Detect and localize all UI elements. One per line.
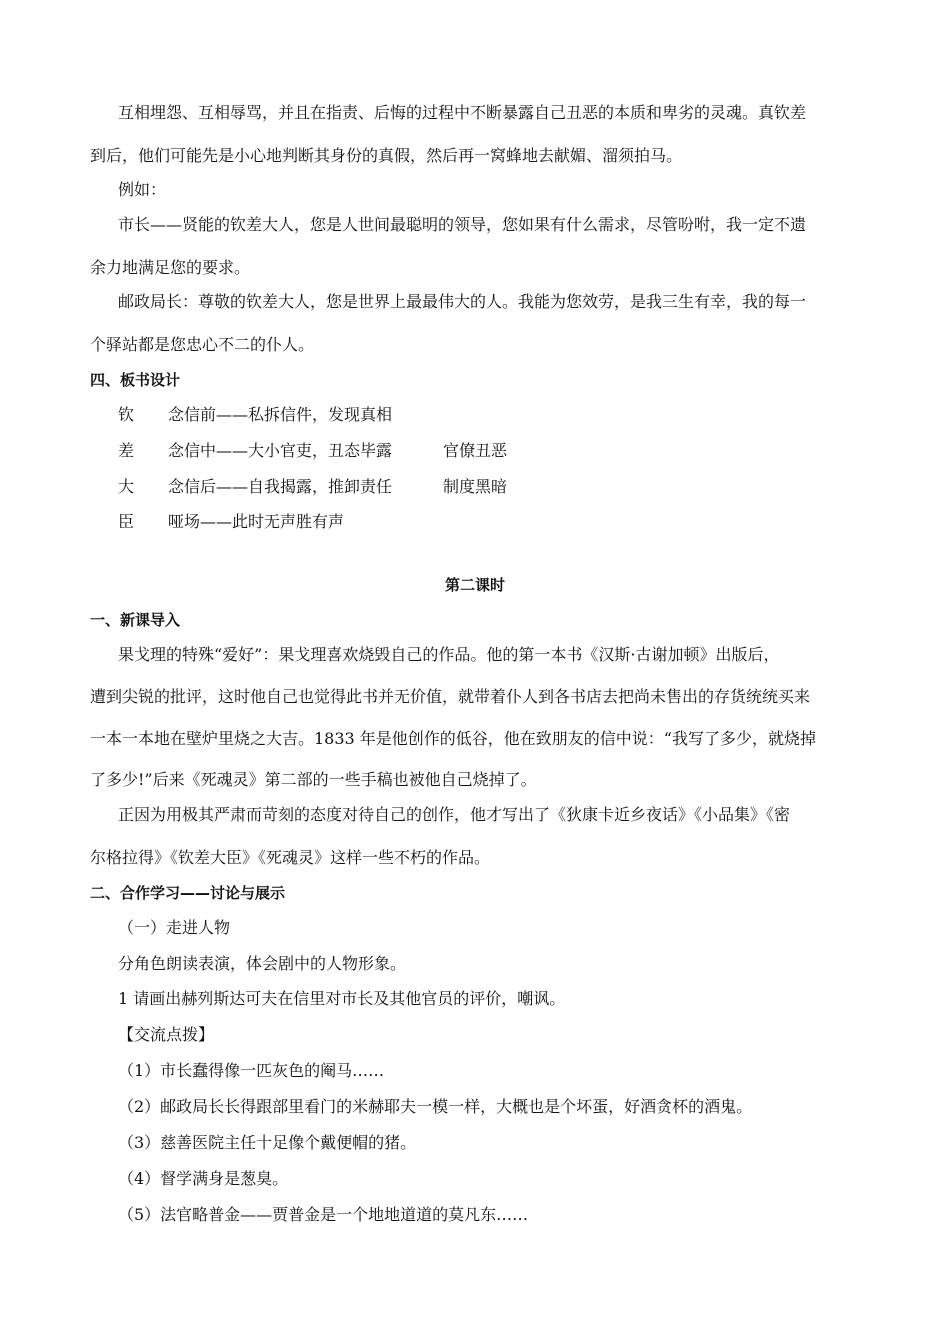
list-item: （5）法官略普金——贾普金是一个地地道道的莫凡东…… [118, 1205, 529, 1224]
board-note: 官僚丑恶 [443, 441, 508, 460]
board-text: 念信中——大小官吏，丑态毕露 [168, 441, 393, 460]
paragraph-line: 个驿站都是您忠心不二的仆人。 [90, 335, 315, 354]
paragraph-line: 分角色朗读表演，体会剧中的人物形象。 [118, 954, 407, 973]
paragraph-line: 邮政局长：尊敬的钦差大人，您是世界上最最伟大的人。我能为您效劳，是我三生有幸，我的每一 [118, 292, 807, 311]
subheading: （一）走进人物 [118, 918, 231, 937]
paragraph-line: 遭到尖锐的批评，这时他自己也觉得此书并无价值，就带着仆人到各书店去把尚未售出的存货统统买来 [90, 687, 811, 706]
list-item: （4）督学满身是葱臭。 [118, 1169, 289, 1188]
paragraph-line: 一本一本地在壁炉里烧之大吉。1833 年是他创作的低谷，他在致朋友的信中说：“我写了多少，就烧掉 [90, 729, 816, 748]
board-char: 钦 [118, 405, 135, 424]
board-char: 大 [118, 477, 135, 496]
section-heading: 四、板书设计 [90, 371, 181, 389]
paragraph-line: 果戈理的特殊“爱好”：果戈理喜欢烧毁自己的作品。他的第一本书《汉斯·古谢加顿》出版后， [118, 645, 780, 664]
list-item: （1）市长蠢得像一匹灰色的阉马…… [118, 1061, 385, 1080]
paragraph-line: 到后，他们可能先是小心地判断其身份的真假，然后再一窝蜂地去献媚、溜须拍马。 [90, 146, 683, 165]
paragraph-line: 正因为用极其严肃而苛刻的态度对待自己的创作，他才写出了《狄康卡近乡夜话》《小品集》《密 [118, 805, 791, 824]
board-text: 念信后——自我揭露，推卸责任 [168, 477, 393, 496]
board-note: 制度黑暗 [443, 477, 508, 496]
paragraph-line: 尔格拉得》《钦差大臣》《死魂灵》这样一些不朽的作品。 [90, 848, 491, 867]
section-heading: 一、新课导入 [90, 611, 181, 629]
paragraph-line: 了多少!”后来《死魂灵》第二部的一些手稿也被他自己烧掉了。 [90, 770, 537, 789]
example-label: 例如： [118, 180, 167, 199]
paragraph-line: 互相埋怨、互相辱骂，并且在指责、后悔的过程中不断暴露自己丑恶的本质和卑劣的灵魂。真钦差 [118, 103, 807, 122]
board-char: 差 [118, 441, 135, 460]
board-char: 臣 [118, 512, 135, 531]
paragraph-line: 市长——贤能的钦差大人，您是人世间最聪明的领导，您如果有什么需求，尽管吩咐，我一定不遗 [118, 215, 807, 234]
exchange-label: 【交流点拨】 [118, 1025, 215, 1044]
section-heading: 二、合作学习——讨论与展示 [90, 884, 286, 902]
list-item: （3）慈善医院主任十足像个戴便帽的猪。 [118, 1133, 417, 1152]
paragraph-line: 余力地满足您的要求。 [90, 258, 251, 277]
lesson-title: 第二课时 [444, 576, 505, 594]
task-line: 1 请画出赫列斯达可夫在信里对市长及其他官员的评价，嘲讽。 [118, 989, 566, 1008]
board-text: 念信前——私拆信件，发现真相 [168, 405, 393, 424]
list-item: （2）邮政局长长得跟部里看门的米赫耶夫一模一样，大概也是个坏蛋，好酒贪杯的酒鬼。 [118, 1097, 753, 1116]
board-text: 哑场——此时无声胜有声 [168, 512, 345, 531]
